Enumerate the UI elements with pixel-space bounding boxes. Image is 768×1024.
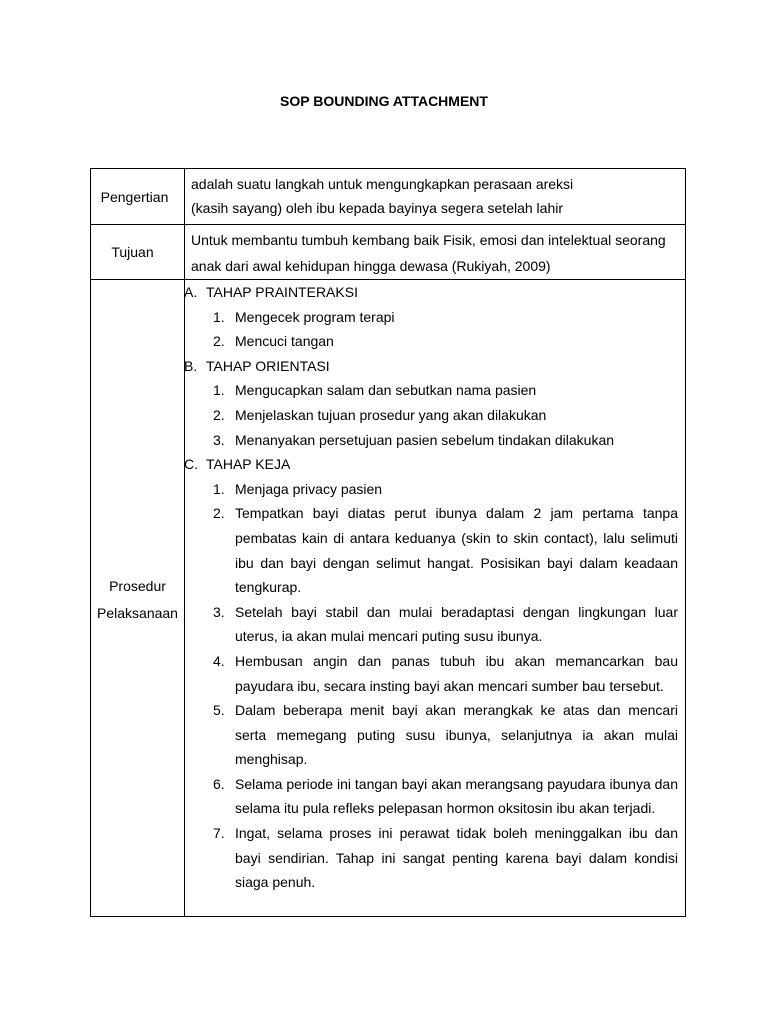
step-number: 3. (213, 603, 225, 620)
section-letter: A. (184, 284, 198, 300)
tujuan-text: Untuk membantu tumbuh kembang baik Fisik, emosi dan intelektual seorang anak dari awal kehidupan hingga dewasa (Rukiyah, 2009) (191, 232, 666, 274)
section-heading-text: TAHAP KEJA (206, 456, 291, 473)
section-heading-text: TAHAP ORIENTASI (206, 357, 330, 374)
row-pengertian (91, 169, 686, 225)
row-prosedur (91, 280, 686, 917)
pengertian-line-2: (kasih sayang) oleh ibu kepada bayinya segera setelah lahir (191, 200, 564, 216)
procedure-step (191, 698, 678, 772)
step-text: Menanyakan persetujuan pasien sebelum tindakan dilakukan (235, 431, 615, 448)
section-letter: B. (184, 357, 198, 374)
prosedur-label-cell (91, 280, 185, 917)
tujuan-label-cell (91, 225, 185, 280)
step-number: 1. (213, 308, 225, 325)
section-heading (184, 452, 678, 477)
procedure-step (191, 428, 678, 453)
step-text: Menjelaskan tujuan prosedur yang akan dilakukan (235, 406, 547, 423)
step-number: 1. (213, 382, 225, 399)
procedure-section (184, 354, 678, 452)
step-text: Dalam beberapa menit bayi akan merangkak ke atas dan mencari serta memegang puting susu ibunya, selanjutnya ia akan mulai menghisap. (235, 702, 678, 768)
pengertian-label-cell (91, 169, 185, 225)
procedure-step (191, 477, 678, 502)
prosedur-label-line-2: Pelaksanaan (97, 605, 178, 621)
prosedur-label-line-1: Prosedur (109, 578, 166, 594)
procedure-step (191, 501, 678, 599)
step-text: Mencuci tangan (235, 333, 334, 350)
step-text: Tempatkan bayi diatas perut ibunya dalam 2 jam pertama tanpa pembatas kain di antara keduanya (skin to skin contact), lalu selimuti ibu dan bayi dengan selimut hangat. Posisikan bayi dalam keadaan tengkurap. (235, 505, 678, 596)
procedure-step (191, 378, 678, 403)
procedure-step (191, 649, 678, 698)
tujuan-label: Tujuan (111, 244, 154, 260)
step-text: Selama periode ini tangan bayi akan merangsang payudara ibunya dan selama itu pula refleks pelepasan hormon oksitosin ibu akan terjadi. (235, 775, 678, 817)
step-text: Menjaga privacy pasien (235, 480, 383, 497)
row-tujuan (91, 225, 686, 280)
document-title: SOP BOUNDING ATTACHMENT (280, 93, 488, 109)
step-text: Ingat, selama proses ini perawat tidak boleh meninggalkan ibu dan bayi sendirian. Tahap ini sangat penting karena bayi dalam kondisi siaga penuh. (235, 825, 678, 891)
pengertian-line-1: adalah suatu langkah untuk mengungkapkan perasaan areksi (191, 176, 574, 192)
section-heading (184, 280, 678, 305)
procedure-step (191, 329, 678, 354)
step-text: Hembusan angin dan panas tubuh ibu akan memancarkan bau payudara ibu, secara insting bayi akan mencari sumber bau tersebut. (235, 652, 678, 694)
step-text: Mengecek program terapi (235, 308, 395, 325)
step-number: 6. (213, 775, 225, 792)
step-number: 5. (213, 702, 225, 719)
procedure-step (191, 600, 678, 649)
section-heading-text: TAHAP PRAINTERAKSI (206, 284, 358, 300)
prosedur-sections (184, 280, 678, 895)
pengertian-label: Pengertian (100, 188, 169, 205)
procedure-step (191, 821, 678, 895)
section-heading (184, 354, 678, 379)
sop-table (90, 168, 686, 917)
step-number: 2. (213, 333, 225, 350)
step-number: 4. (213, 652, 225, 669)
tujuan-content-cell (185, 225, 686, 280)
step-number: 2. (213, 406, 225, 423)
procedure-step (191, 772, 678, 821)
procedure-section (184, 452, 678, 895)
step-number: 3. (213, 431, 225, 448)
step-number: 1. (213, 480, 225, 497)
prosedur-content-cell (185, 280, 686, 917)
procedure-section (184, 280, 678, 354)
step-number: 7. (213, 825, 225, 842)
step-text: Mengucapkan salam dan sebutkan nama pasien (235, 382, 537, 399)
procedure-step (191, 305, 678, 330)
step-number: 2. (213, 505, 225, 522)
step-text: Setelah bayi stabil dan mulai beradaptasi dengan lingkungan luar uterus, ia akan mulai mencari puting susu ibunya. (235, 603, 678, 645)
pengertian-content-cell (185, 169, 686, 225)
section-letter: C. (184, 456, 198, 473)
procedure-step (191, 403, 678, 428)
